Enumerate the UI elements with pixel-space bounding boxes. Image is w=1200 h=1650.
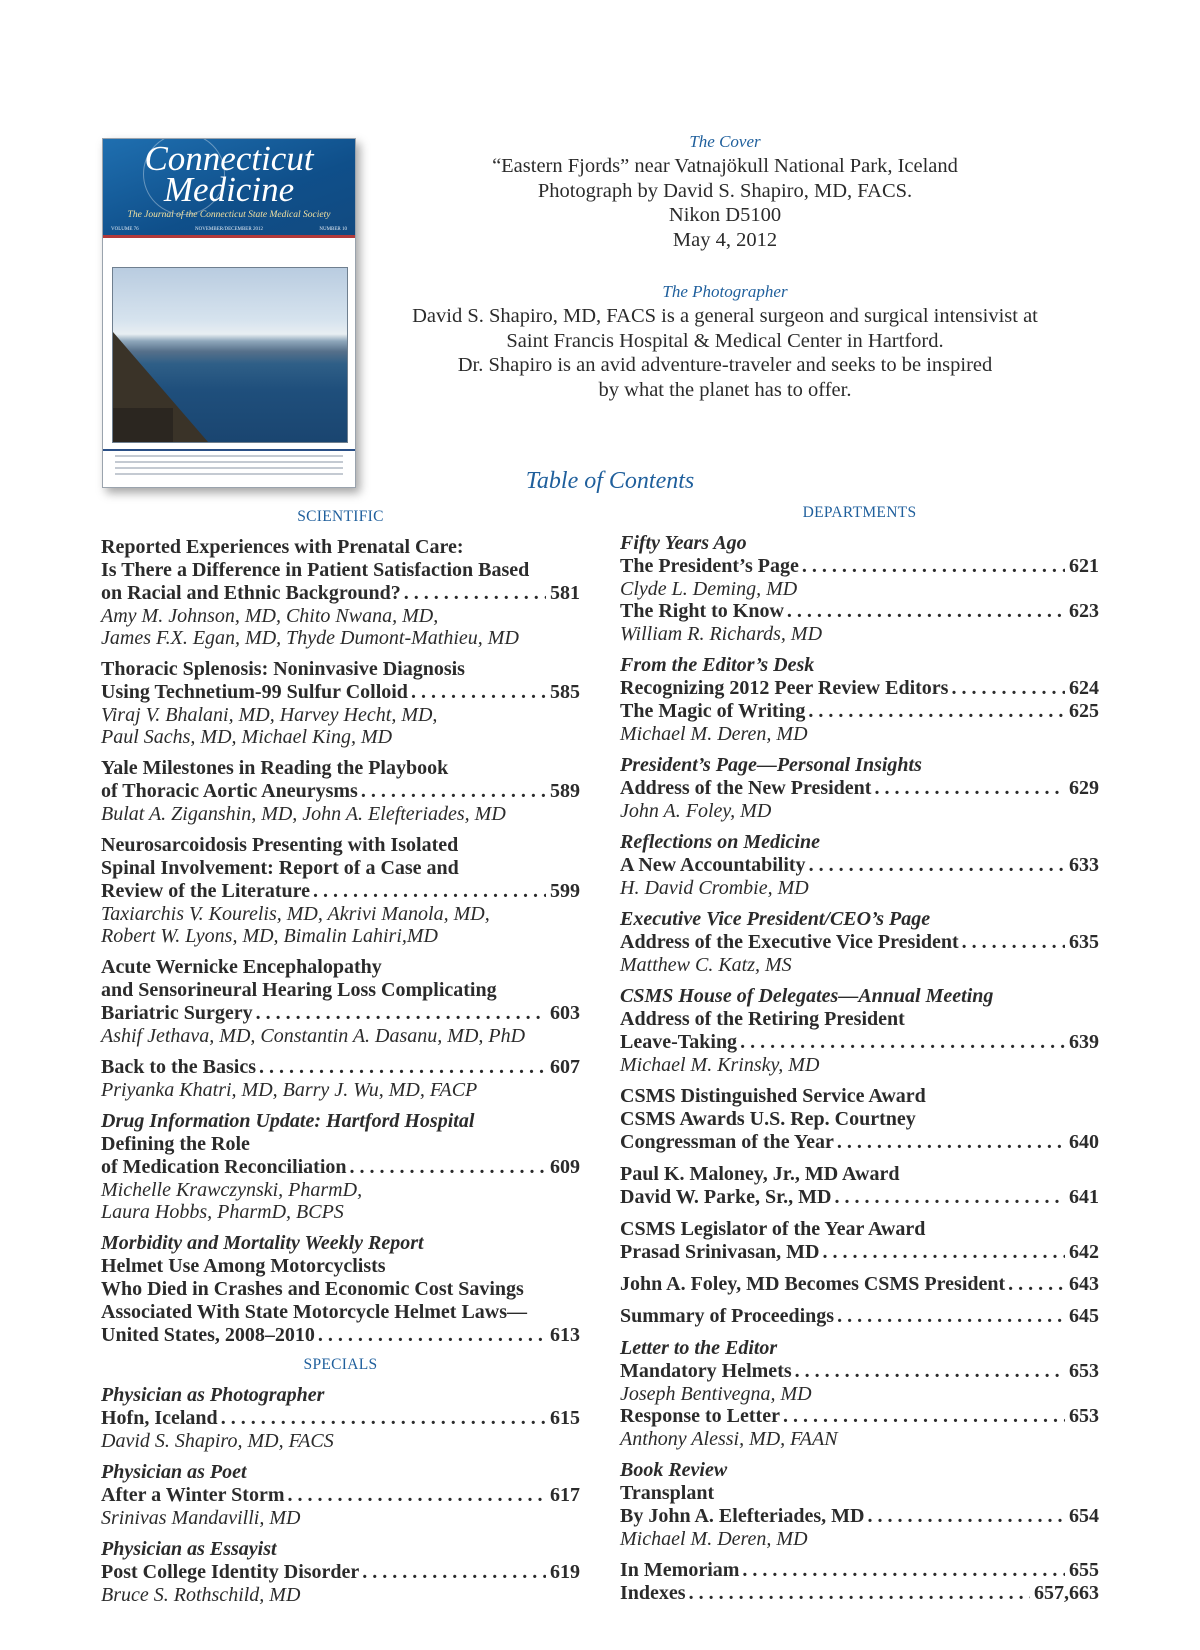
toc-leader-dots [792, 1360, 1065, 1383]
cover-fine-print [103, 449, 355, 488]
toc-leader-dots [832, 1186, 1065, 1209]
cover-issue-meta [111, 227, 347, 232]
cover-title-line2: Medicine [163, 170, 295, 209]
toc-category: Physician as Poet [101, 1461, 247, 1483]
toc-page-number: 641 [1069, 1186, 1099, 1208]
toc-leader-dots [739, 1559, 1065, 1582]
toc-category: Executive Vice President/CEO’s Page [620, 908, 931, 930]
toc-leader-dots [780, 1405, 1065, 1428]
toc-author-line: Bruce S. Rothschild, MD [101, 1584, 301, 1606]
toc-page-number: 629 [1069, 777, 1099, 799]
toc-page-number: 589 [550, 780, 580, 802]
toc-author-line: Michael M. Krinsky, MD [620, 1054, 820, 1076]
toc-author-line: James F.X. Egan, MD, Thyde Dumont-Mathieu, MD [101, 627, 519, 649]
toc-page-number: 643 [1069, 1273, 1099, 1295]
toc-entry-line [101, 582, 580, 605]
toc-entry-title: United States, 2008–2010 [101, 1324, 315, 1346]
toc-author-line: Clyde L. Deming, MD [620, 578, 798, 600]
toc-entry-line [101, 1407, 580, 1430]
toc-author-line: Bulat A. Ziganshin, MD, John A. Elefteriades, MD [101, 803, 506, 825]
toc-entry-title: Prasad Srinivasan, MD [620, 1241, 820, 1263]
toc-entry-title: Mandatory Helmets [620, 1360, 792, 1382]
toc-title-line: Spinal Involvement: Report of a Case and [101, 857, 459, 879]
toc-entry [620, 1337, 1099, 1450]
toc-author-line: Michelle Krawczynski, PharmD, [101, 1179, 363, 1201]
toc-leader-dots [256, 1056, 546, 1079]
toc-entry-line [620, 555, 1099, 578]
toc-entry-title: on Racial and Ethnic Background? [101, 582, 401, 604]
departments-heading: DEPARTMENTS [802, 504, 917, 521]
toc-leader-dots [737, 1031, 1065, 1054]
toc-entry [101, 1538, 580, 1606]
toc-entry-title: In Memoriam [620, 1559, 740, 1581]
toc-author-line: Amy M. Johnson, MD, Chito Nwana, MD, [101, 605, 439, 627]
toc-title-line: Neurosarcoidosis Presenting with Isolated [101, 834, 459, 856]
departments-list [620, 532, 1099, 1605]
toc-entry-line [101, 1561, 580, 1584]
toc-leader-dots [310, 880, 546, 903]
toc-title-line: Yale Milestones in Reading the Playbook [101, 757, 449, 779]
toc-author-line: John A. Foley, MD [620, 800, 772, 822]
toc-entry-title: Summary of Proceedings [620, 1305, 835, 1327]
toc-category: Letter to the Editor [620, 1337, 778, 1359]
toc-entry-line [620, 1273, 1099, 1296]
toc-entry-title: Address of the New President [620, 777, 872, 799]
toc-leader-dots [871, 777, 1065, 800]
toc-entry [101, 1461, 580, 1529]
toc-leader-dots [864, 1505, 1065, 1528]
toc-entry-line [101, 780, 580, 803]
cover-subtitle: The Journal of the Connecticut State Medical Society [127, 210, 331, 220]
toc-author-line: Laura Hobbs, PharmD, BCPS [101, 1201, 344, 1223]
toc-author-line: Joseph Bentivegna, MD [620, 1383, 812, 1405]
toc-right-column [620, 504, 1099, 1614]
toc-entry-title: of Medication Reconciliation [101, 1156, 347, 1178]
toc-leader-dots [253, 1002, 546, 1025]
toc-entry-title: Address of the Executive Vice President [620, 931, 959, 953]
toc-author-line: H. David Crombie, MD [620, 877, 809, 899]
photographer-line: Saint Francis Hospital & Medical Center in Hartford. [506, 329, 944, 352]
toc-author-line: Michael M. Deren, MD [620, 723, 808, 745]
toc-entry-line [620, 1505, 1099, 1528]
toc-leader-dots [285, 1484, 547, 1507]
toc-entry-line [620, 1360, 1099, 1383]
cover-date: NOVEMBER/DECEMBER 2012 [195, 227, 263, 232]
cover-info [390, 132, 1060, 402]
specials-heading: SPECIALS [303, 1356, 378, 1373]
toc-page-number: 613 [550, 1324, 580, 1346]
toc-page-number: 619 [550, 1561, 580, 1583]
cover-journal-title [103, 139, 355, 209]
toc-category: Fifty Years Ago [620, 532, 747, 554]
toc-entry-title: A New Accountability [620, 854, 806, 876]
cover-line: Nikon D5100 [668, 204, 782, 226]
toc-category: Book Review [620, 1459, 728, 1481]
toc-entry-title: Leave-Taking [620, 1031, 738, 1053]
toc-page-number: 585 [550, 681, 580, 703]
toc-title-line: CSMS Legislator of the Year Award [620, 1218, 926, 1240]
toc-leader-dots [805, 700, 1065, 723]
toc-entry-title: Hofn, Iceland [101, 1407, 218, 1429]
toc-author-line: Robert W. Lyons, MD, Bimalin Lahiri,MD [101, 925, 439, 947]
toc-leader-dots [401, 582, 546, 605]
toc-entry-line [620, 600, 1099, 623]
toc-page-number: 625 [1069, 700, 1099, 722]
toc-entry-title: Response to Letter [620, 1405, 780, 1427]
toc-entry-line [620, 1131, 1099, 1154]
toc-page-number: 581 [550, 582, 580, 604]
toc-page-number: 655 [1069, 1559, 1099, 1581]
toc-entry [620, 908, 1099, 976]
toc-page-number: 623 [1069, 600, 1099, 622]
cover-fjord-photo [112, 267, 348, 443]
toc-page-number: 642 [1069, 1241, 1099, 1263]
toc-entry [620, 1559, 1099, 1605]
toc-page-number: 639 [1069, 1031, 1099, 1053]
toc-entry-line [101, 1324, 580, 1347]
toc-author-line: Michael M. Deren, MD [620, 1528, 808, 1550]
toc-entry [620, 1459, 1099, 1550]
toc-entry-title: The Magic of Writing [620, 700, 806, 722]
scientific-heading: SCIENTIFIC [297, 508, 384, 525]
photographer-line: David S. Shapiro, MD, FACS is a general surgeon and surgical intensivist at [412, 305, 1038, 327]
toc-author-line: William R. Richards, MD [620, 623, 823, 645]
toc-page-number: 653 [1069, 1405, 1099, 1427]
toc-leader-dots [358, 780, 546, 803]
toc-entry-title: Bariatric Surgery [101, 1002, 253, 1024]
toc-author-line: Anthony Alessi, MD, FAAN [620, 1428, 838, 1450]
toc-leader-dots [408, 681, 546, 704]
toc-entry-title: The Right to Know [620, 600, 784, 622]
toc-entry [620, 985, 1099, 1076]
toc-title-line: Is There a Difference in Patient Satisfaction Based [101, 559, 530, 581]
toc-entry [101, 536, 580, 649]
toc-entry [101, 1056, 580, 1101]
toc-leader-dots [834, 1305, 1065, 1328]
toc-category: CSMS House of Delegates—Annual Meeting [620, 985, 994, 1007]
toc-category: Drug Information Update: Hartford Hospital [101, 1110, 475, 1132]
toc-entry-line [620, 1405, 1099, 1428]
toc-entry-line [101, 880, 580, 903]
toc-entry [620, 1085, 1099, 1154]
toc-title-line: Transplant [620, 1482, 715, 1504]
toc-leader-dots [686, 1582, 1030, 1605]
toc-entry-line [620, 1186, 1099, 1209]
toc-leader-dots [315, 1324, 546, 1347]
toc-entry-title: Congressman of the Year [620, 1131, 834, 1153]
toc-author-line: Taxiarchis V. Kourelis, MD, Akrivi Manola, MD, [101, 903, 490, 925]
toc-page-number: 603 [550, 1002, 580, 1024]
cover-photo-shore [113, 408, 173, 442]
toc-category: President’s Page—Personal Insights [620, 754, 922, 776]
toc-left-column [101, 508, 580, 1615]
toc-title-line: Who Died in Crashes and Economic Cost Savings [101, 1278, 524, 1300]
toc-leader-dots [784, 600, 1065, 623]
toc-entry [101, 1232, 580, 1347]
toc-entry-line [620, 931, 1099, 954]
toc-author-line: Priyanka Khatri, MD, Barry J. Wu, MD, FACP [101, 1079, 478, 1101]
toc-entry-line [101, 1484, 580, 1507]
toc-page-number: 645 [1069, 1305, 1099, 1327]
toc-entry-line [101, 681, 580, 704]
toc-entry [620, 754, 1099, 822]
toc-title-line: Address of the Retiring President [620, 1008, 905, 1030]
toc-leader-dots [1005, 1273, 1065, 1296]
toc-entry-title: By John A. Elefteriades, MD [620, 1505, 865, 1527]
toc-entry-title: David W. Parke, Sr., MD [620, 1186, 832, 1208]
toc-entry [620, 831, 1099, 899]
toc-title: Table of Contents [525, 468, 695, 494]
toc-entry-title: Review of the Literature [101, 880, 311, 902]
toc-entry-title: The President’s Page [620, 555, 799, 577]
toc-author-line: Viraj V. Bhalani, MD, Harvey Hecht, MD, [101, 704, 438, 726]
toc-entry-line [620, 700, 1099, 723]
toc-category: Physician as Photographer [101, 1384, 325, 1406]
toc-entry [620, 532, 1099, 645]
toc-category: Physician as Essayist [101, 1538, 277, 1560]
toc-entry-title: John A. Foley, MD Becomes CSMS President [620, 1273, 1006, 1295]
photographer-line: Dr. Shapiro is an avid adventure-traveler and seeks to be inspired [457, 354, 993, 376]
toc-title-line: CSMS Awards U.S. Rep. Courtney [620, 1108, 916, 1130]
toc-entry-line [101, 1056, 580, 1079]
cover-title-line1: Connecticut [144, 139, 314, 178]
toc-title-line: Defining the Role [101, 1133, 250, 1155]
toc-leader-dots [359, 1561, 546, 1584]
toc-entry [101, 956, 580, 1047]
toc-title-line: Reported Experiences with Prenatal Care: [101, 536, 464, 558]
toc-title-line: Associated With State Motorcycle Helmet Laws— [101, 1301, 528, 1323]
cover-line: “Eastern Fjords” near Vatnajökull National Park, Iceland [492, 155, 958, 177]
toc-entry-title: Recognizing 2012 Peer Review Editors [620, 677, 949, 699]
toc-page-number: 654 [1069, 1505, 1099, 1527]
toc-page-number: 635 [1069, 931, 1099, 953]
toc-title-line: Paul K. Maloney, Jr., MD Award [620, 1163, 900, 1185]
photographer-label: The Photographer [662, 282, 788, 301]
toc-entry-line [620, 854, 1099, 877]
toc-leader-dots [218, 1407, 546, 1430]
toc-entry-title: Indexes [620, 1582, 686, 1604]
toc-page-number: 653 [1069, 1360, 1099, 1382]
toc-entry-line [620, 1559, 1099, 1582]
toc-entry [101, 834, 580, 947]
toc-page-number: 621 [1069, 555, 1099, 577]
cover-line: Photograph by David S. Shapiro, MD, FACS. [537, 179, 913, 202]
specials-list [101, 1384, 580, 1606]
toc-entry [620, 1305, 1099, 1328]
toc-entry [620, 654, 1099, 745]
toc-entry-title: After a Winter Storm [101, 1484, 285, 1506]
toc-page-number: 657,663 [1034, 1582, 1099, 1604]
toc-author-line: Matthew C. Katz, MS [620, 954, 792, 976]
toc-entry [101, 658, 580, 748]
toc-entry [620, 1218, 1099, 1264]
toc-author-line: David S. Shapiro, MD, FACS [101, 1430, 334, 1452]
toc-author-line: Ashif Jethava, MD, Constantin A. Dasanu, MD, PhD [101, 1025, 526, 1047]
toc-category: From the Editor’s Desk [620, 654, 815, 676]
cover-line: May 4, 2012 [672, 228, 778, 251]
toc-entry [620, 1273, 1099, 1296]
toc-entry-line [620, 777, 1099, 800]
toc-leader-dots [834, 1131, 1065, 1154]
toc-category: Reflections on Medicine [620, 831, 820, 853]
toc-entry-line [620, 1582, 1099, 1605]
toc-entry-line [620, 1305, 1099, 1328]
toc-page-number: 607 [550, 1056, 580, 1078]
toc-leader-dots [948, 677, 1065, 700]
toc-entry-title: Post College Identity Disorder [101, 1561, 360, 1583]
toc-entry-line [620, 1241, 1099, 1264]
photographer-line: by what the planet has to offer. [598, 378, 852, 401]
toc-leader-dots [819, 1241, 1065, 1264]
toc-leader-dots [347, 1156, 546, 1179]
toc-page-number: 617 [550, 1484, 580, 1506]
cover-volume: VOLUME 76 [111, 227, 139, 232]
toc-entry-line [620, 677, 1099, 700]
cover-red-rule [103, 235, 355, 238]
toc-page-number: 609 [550, 1156, 580, 1178]
toc-author-line: Paul Sachs, MD, Michael King, MD [101, 726, 393, 748]
toc-category: Morbidity and Mortality Weekly Report [101, 1232, 424, 1254]
cover-masthead [103, 139, 355, 235]
toc-page-number: 599 [550, 880, 580, 902]
toc-entry-line [620, 1031, 1099, 1054]
toc-entry [101, 1384, 580, 1452]
toc-leader-dots [799, 555, 1065, 578]
toc-title-line: and Sensorineural Hearing Loss Complicating [101, 979, 497, 1001]
toc-entry-title: Back to the Basics [101, 1056, 256, 1078]
toc-page-number: 615 [550, 1407, 580, 1429]
toc-title-line: Helmet Use Among Motorcyclists [101, 1255, 386, 1277]
toc-page-number: 640 [1069, 1131, 1099, 1153]
toc-page-number: 624 [1069, 677, 1099, 699]
scientific-list [101, 536, 580, 1347]
toc-title-line: Acute Wernicke Encephalopathy [101, 956, 382, 978]
cover-label: The Cover [689, 132, 761, 151]
toc-page-number: 633 [1069, 854, 1099, 876]
toc-title-line: CSMS Distinguished Service Award [620, 1085, 926, 1107]
toc-title-line: Thoracic Splenosis: Noninvasive Diagnosis [101, 658, 465, 680]
toc-entry-title: Using Technetium-99 Sulfur Colloid [101, 681, 408, 703]
toc-entry-line [101, 1156, 580, 1179]
toc-entry-title: of Thoracic Aortic Aneurysms [101, 780, 358, 802]
toc-entry [101, 1110, 580, 1223]
toc-author-line: Srinivas Mandavilli, MD [101, 1507, 301, 1529]
toc-entry [101, 757, 580, 825]
cover-number: NUMBER 10 [319, 227, 347, 232]
toc-leader-dots [959, 931, 1065, 954]
cover-thumbnail [102, 138, 356, 488]
toc-leader-dots [806, 854, 1065, 877]
toc-entry-line [101, 1002, 580, 1025]
toc-entry [620, 1163, 1099, 1209]
